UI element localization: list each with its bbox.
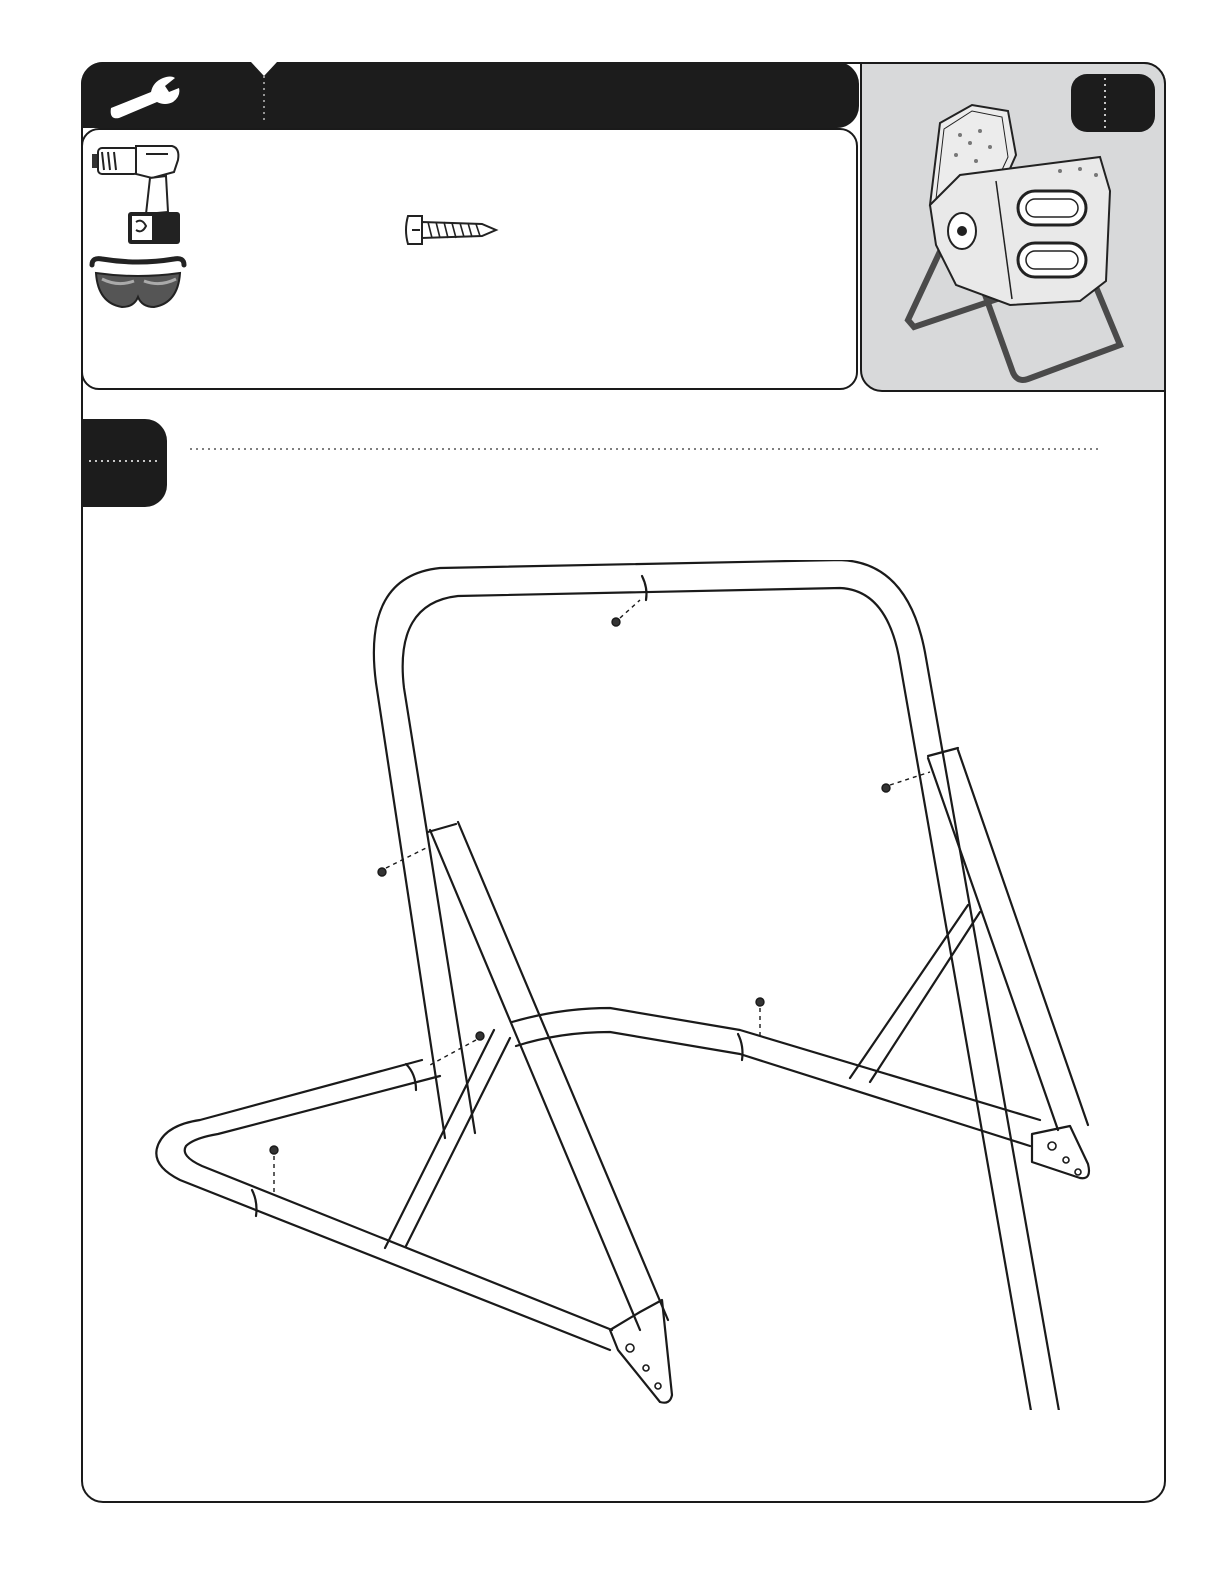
screw-icon xyxy=(404,210,504,250)
frame-assembly-illustration xyxy=(140,560,1100,1410)
step-rule xyxy=(190,446,1100,452)
header-bar xyxy=(81,62,859,128)
wrench-icon xyxy=(103,70,243,120)
tools-panel xyxy=(81,128,858,390)
drill-icon xyxy=(88,140,188,250)
composter-preview-icon xyxy=(900,95,1130,390)
safety-glasses-icon xyxy=(88,255,188,315)
step-tab xyxy=(81,419,167,507)
